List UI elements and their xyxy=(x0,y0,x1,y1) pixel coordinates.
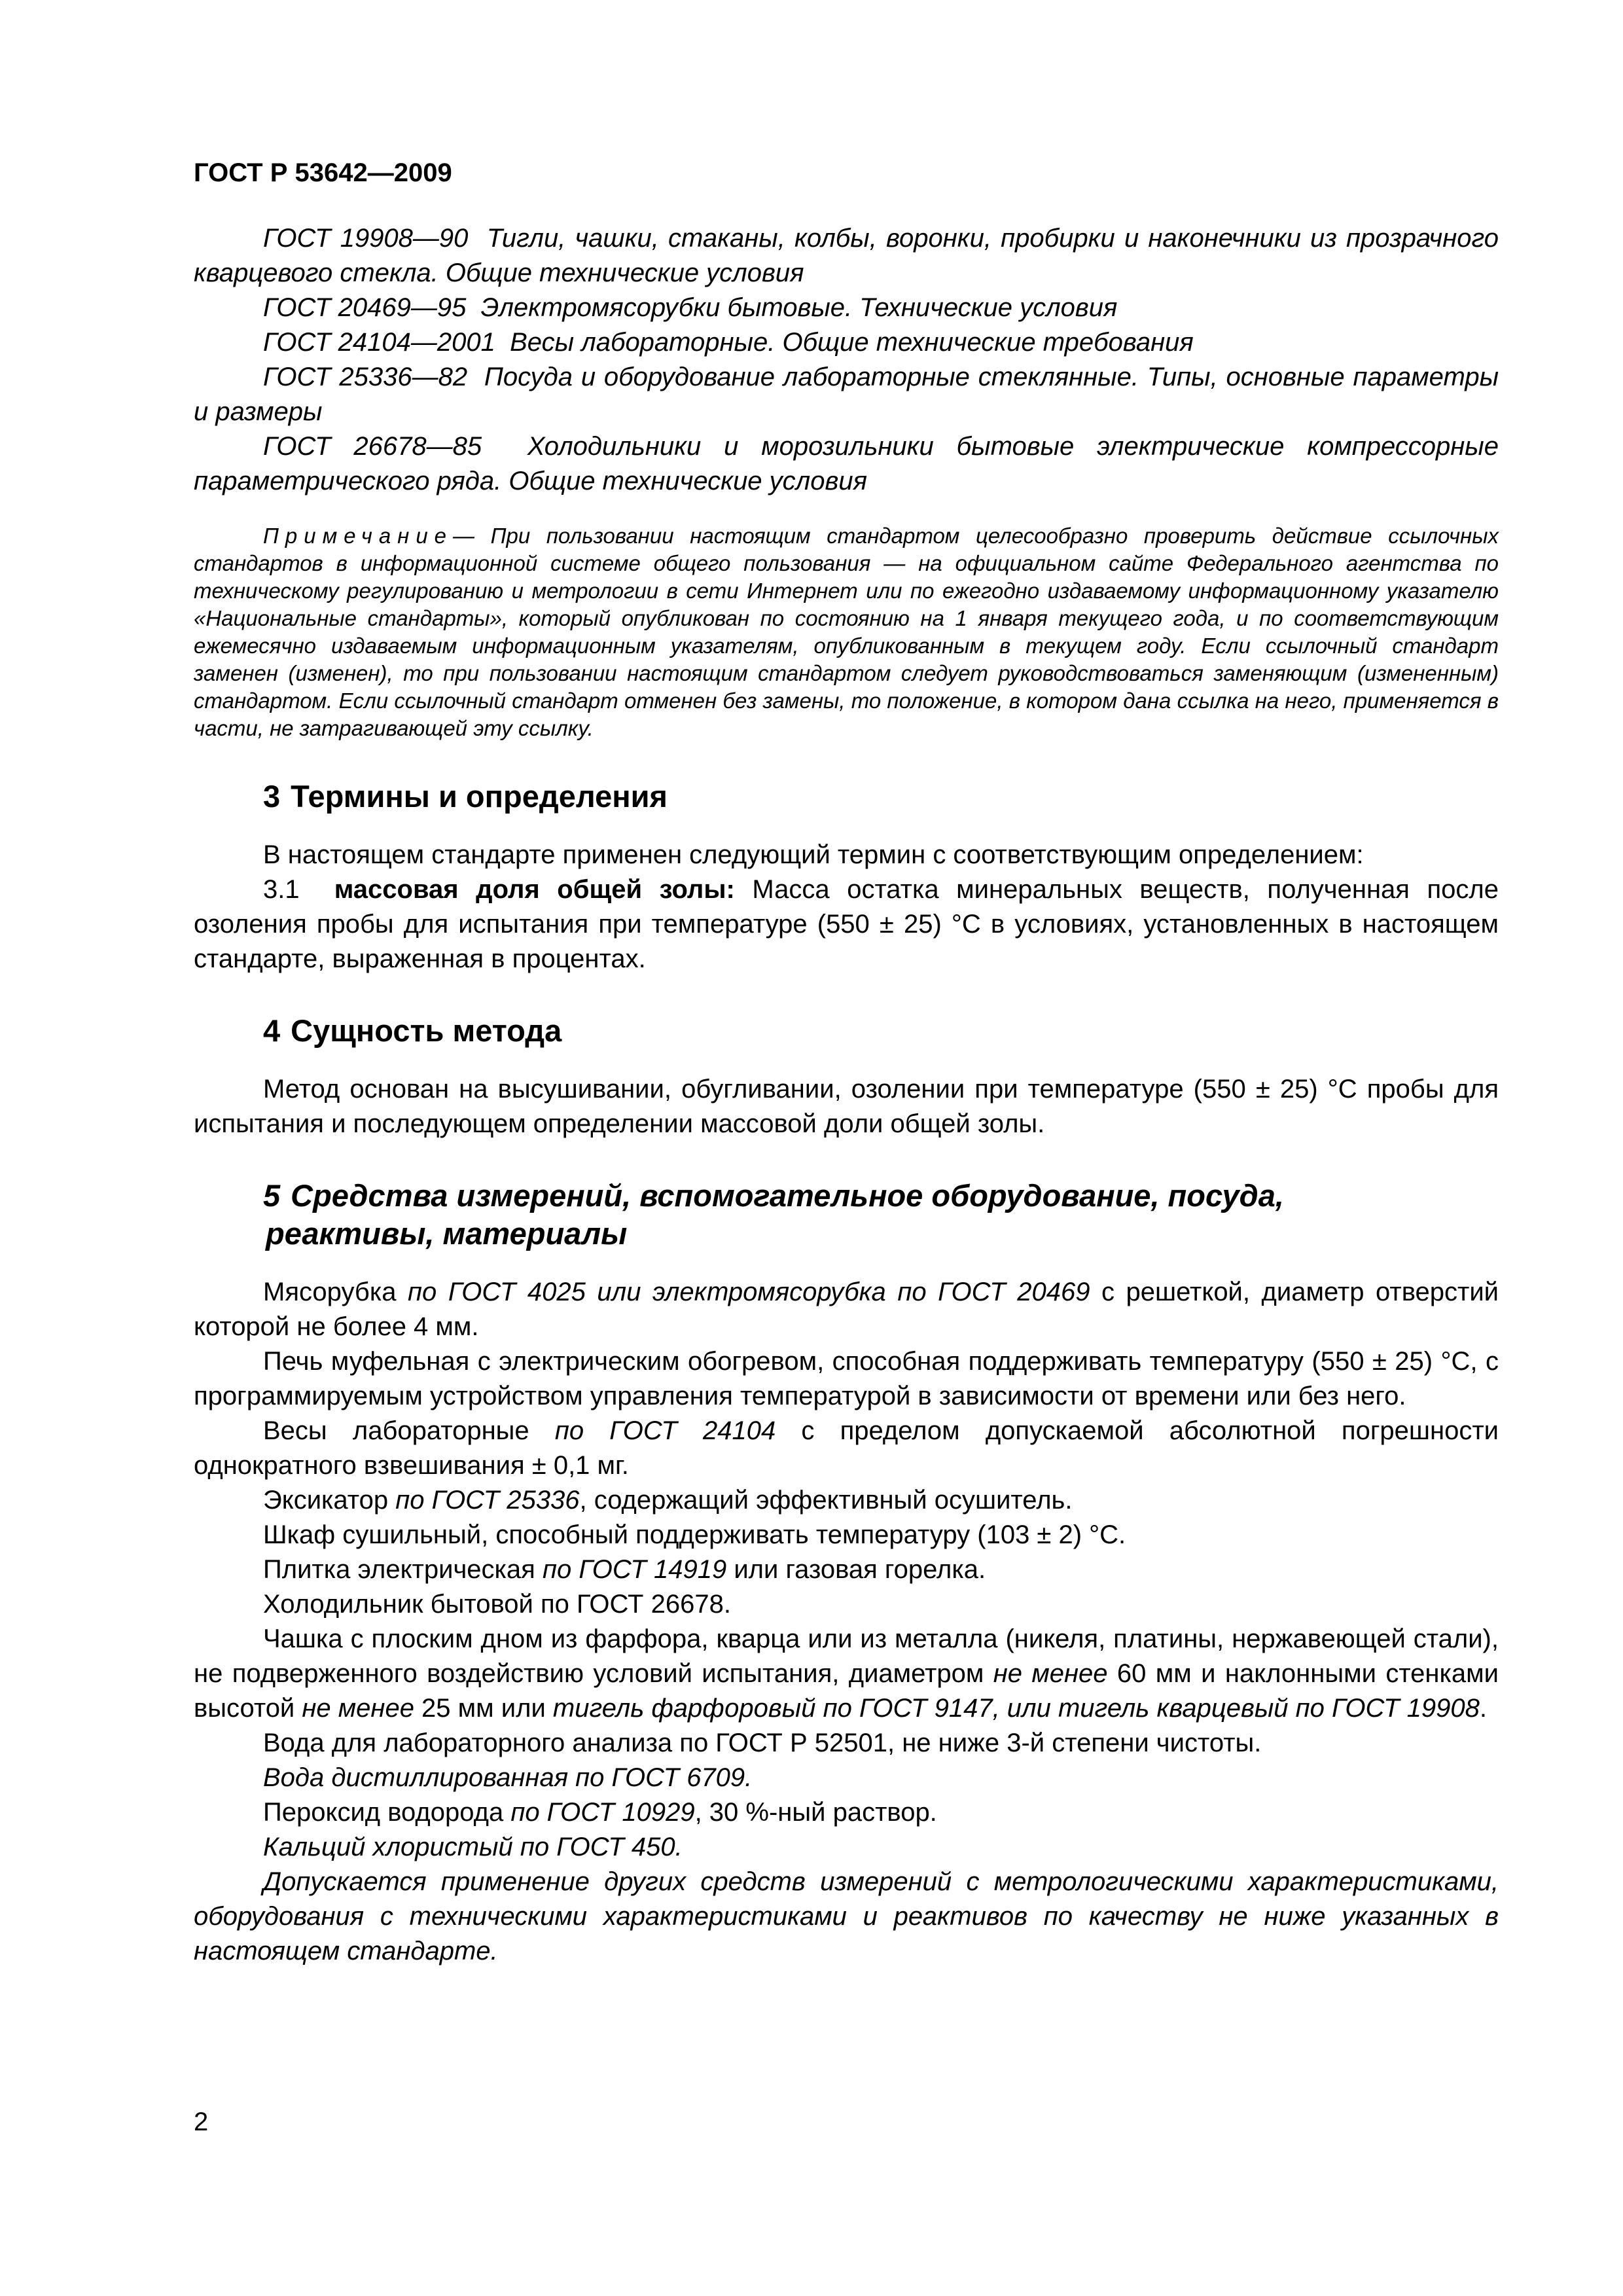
item-text-italic: по ГОСТ 25336 xyxy=(395,1486,580,1515)
item-text: Пероксид водорода xyxy=(263,1798,511,1827)
section-number: 5 xyxy=(263,1178,281,1213)
reference-code: ГОСТ 19908—90 xyxy=(263,224,469,253)
item-text: с пределом допускаемой абсолютной погрешности однократного взвешивания ± 0,1 мг. xyxy=(194,1416,1499,1480)
references-list xyxy=(194,221,1499,499)
page-number: 2 xyxy=(194,2108,209,2136)
section-3-heading xyxy=(194,778,1499,816)
term-name: массовая доля общей золы: xyxy=(334,875,735,904)
section-number: 4 xyxy=(263,1013,281,1048)
reference-title: Посуда и оборудование лабораторные стеклянные. Типы, основные параметры и размеры xyxy=(194,363,1499,426)
section-title-line1: Средства измерений, вспомогательное оборудование, посуда, xyxy=(291,1178,1284,1213)
equipment-item xyxy=(194,1414,1499,1483)
note-text: — При пользовании настоящим стандартом целесообразно проверить действие ссылочных стандартов в информационной системе общего пользования — на официальном сайте Федерального агентства по техническому регулированию и метрологии в сети Интернет или по ежегодно издаваемому информационному указателю «Национальные стандарты», который опубликован по состоянию на 1 января текущего года, и по соответствующим ежемесячно издаваемым информационным указателям, опубликованным в текущем году. Если ссылочный стандарт заменен (изменен), то при пользовании настоящим стандартом следует руководствоваться заменяющим (измененным) стандартом. Если ссылочный стандарт отменен без замены, то положение, в котором дана ссылка на него, применяется в части, не затрагивающей эту ссылку. xyxy=(194,524,1499,740)
section-title-line2: реактивы, материалы xyxy=(266,1216,628,1251)
equipment-item xyxy=(194,1795,1499,1830)
reference-item xyxy=(194,291,1499,325)
equipment-item xyxy=(194,1865,1499,1969)
section-title: Термины и определения xyxy=(291,779,668,814)
item-text-italic: не менее xyxy=(302,1694,414,1723)
item-text-italic: Кальций хлористый по ГОСТ 450. xyxy=(263,1833,683,1861)
item-text: , 30 %-ный раствор. xyxy=(694,1798,937,1827)
item-text-italic: по ГОСТ 14919 xyxy=(542,1555,727,1584)
reference-code: ГОСТ 25336—82 xyxy=(263,363,468,391)
reference-title: Тигли, чашки, стаканы, колбы, воронки, пробирки и наконечники из прозрачного кварцевого стекла. Общие технические условия xyxy=(194,224,1499,287)
item-text: Мясорубка xyxy=(263,1278,408,1306)
document-page xyxy=(194,157,1499,1969)
term-definition-text: Масса остатка минеральных веществ, полученная после озоления пробы для испытания при температуре (550 ± 25) °С в условиях, установленных в настоящем стандарте, выраженная в процентах. xyxy=(194,875,1499,973)
equipment-item xyxy=(194,1622,1499,1726)
term-definition xyxy=(194,872,1499,977)
section-number: 3 xyxy=(263,779,281,814)
reference-item xyxy=(194,221,1499,291)
item-text: 60 мм и наклонными стенками высотой xyxy=(194,1659,1499,1723)
reference-code: ГОСТ 20469—95 xyxy=(263,293,467,322)
item-text: или газовая горелка. xyxy=(726,1555,986,1584)
reference-title: Холодильники и морозильники бытовые электрические компрессорные параметрического ряда. Общие технические условия xyxy=(194,432,1499,495)
item-text: . xyxy=(1479,1694,1487,1723)
reference-item xyxy=(194,360,1499,429)
section-5-heading xyxy=(194,1177,1499,1253)
section-4-heading xyxy=(194,1012,1499,1050)
equipment-item xyxy=(194,1830,1499,1865)
item-text: с решеткой, диаметр отверстий которой не более 4 мм. xyxy=(194,1278,1499,1341)
note-paragraph xyxy=(194,522,1499,742)
section-3-intro: В настоящем стандарте применен следующий термин с соответствующим определением: xyxy=(263,840,1364,869)
reference-item xyxy=(194,325,1499,360)
equipment-item: Холодильник бытовой по ГОСТ 26678. xyxy=(263,1590,731,1619)
item-text: Весы лабораторные xyxy=(263,1416,555,1445)
term-number: 3.1 xyxy=(263,875,300,904)
section-title: Сущность метода xyxy=(291,1013,562,1048)
item-text: Плитка электрическая xyxy=(263,1555,543,1584)
item-text-italic: по ГОСТ 10929 xyxy=(510,1798,695,1827)
item-text-italic: Допускается применение других средств измерений с метрологическими характеристиками, оборудования с техническими характеристиками и реактивов по качеству не ниже указанных в настоящем стандарте. xyxy=(194,1867,1499,1965)
reference-title: Электромясорубки бытовые. Технические условия xyxy=(480,293,1118,322)
equipment-item: Шкаф сушильный, способный поддерживать температуру (103 ± 2) °С. xyxy=(263,1520,1126,1549)
reference-title: Весы лабораторные. Общие технические требования xyxy=(510,328,1194,357)
reference-code: ГОСТ 24104—2001 xyxy=(263,328,495,357)
reference-code: ГОСТ 26678—85 xyxy=(263,432,482,461)
item-text-italic: по ГОСТ 4025 или электромясорубка по ГОСТ 20469 xyxy=(408,1278,1090,1306)
reference-item xyxy=(194,429,1499,499)
item-text: Эксикатор xyxy=(263,1486,396,1515)
equipment-item xyxy=(194,1761,1499,1795)
item-text-italic: не менее xyxy=(993,1659,1108,1688)
equipment-item xyxy=(194,1552,1499,1587)
equipment-item: Вода для лабораторного анализа по ГОСТ Р 52501, не ниже 3-й степени чистоты. xyxy=(263,1729,1262,1757)
document-code-header: ГОСТ Р 53642—2009 xyxy=(194,158,452,187)
item-text: 25 мм или xyxy=(414,1694,553,1723)
item-text-italic: по ГОСТ 24104 xyxy=(554,1416,776,1445)
equipment-item xyxy=(194,1483,1499,1518)
item-text-italic: Вода дистиллированная по ГОСТ 6709. xyxy=(263,1763,753,1792)
equipment-item xyxy=(194,1275,1499,1344)
section-4-text: Метод основан на высушивании, обугливании, озолении при температуре (550 ± 25) °С пробы для испытания и последующем определении массовой доли общей золы. xyxy=(194,1075,1499,1138)
item-text: Чашка с плоским дном из фарфора, кварца или из металла (никеля, платины, нержавеющей стали), не подверженного воздействию условий испытания, диаметром xyxy=(194,1624,1499,1688)
item-text-italic: тигель фарфоровый по ГОСТ 9147, или тигель кварцевый по ГОСТ 19908 xyxy=(552,1694,1480,1723)
equipment-item: Печь муфельная с электрическим обогревом, способная поддерживать температуру (550 ± 25) °С, с программируемым устройством управления температурой в зависимости от времени или без него. xyxy=(194,1347,1499,1410)
item-text: , содержащий эффективный осушитель. xyxy=(579,1486,1073,1515)
note-label: Примечание xyxy=(263,524,454,548)
